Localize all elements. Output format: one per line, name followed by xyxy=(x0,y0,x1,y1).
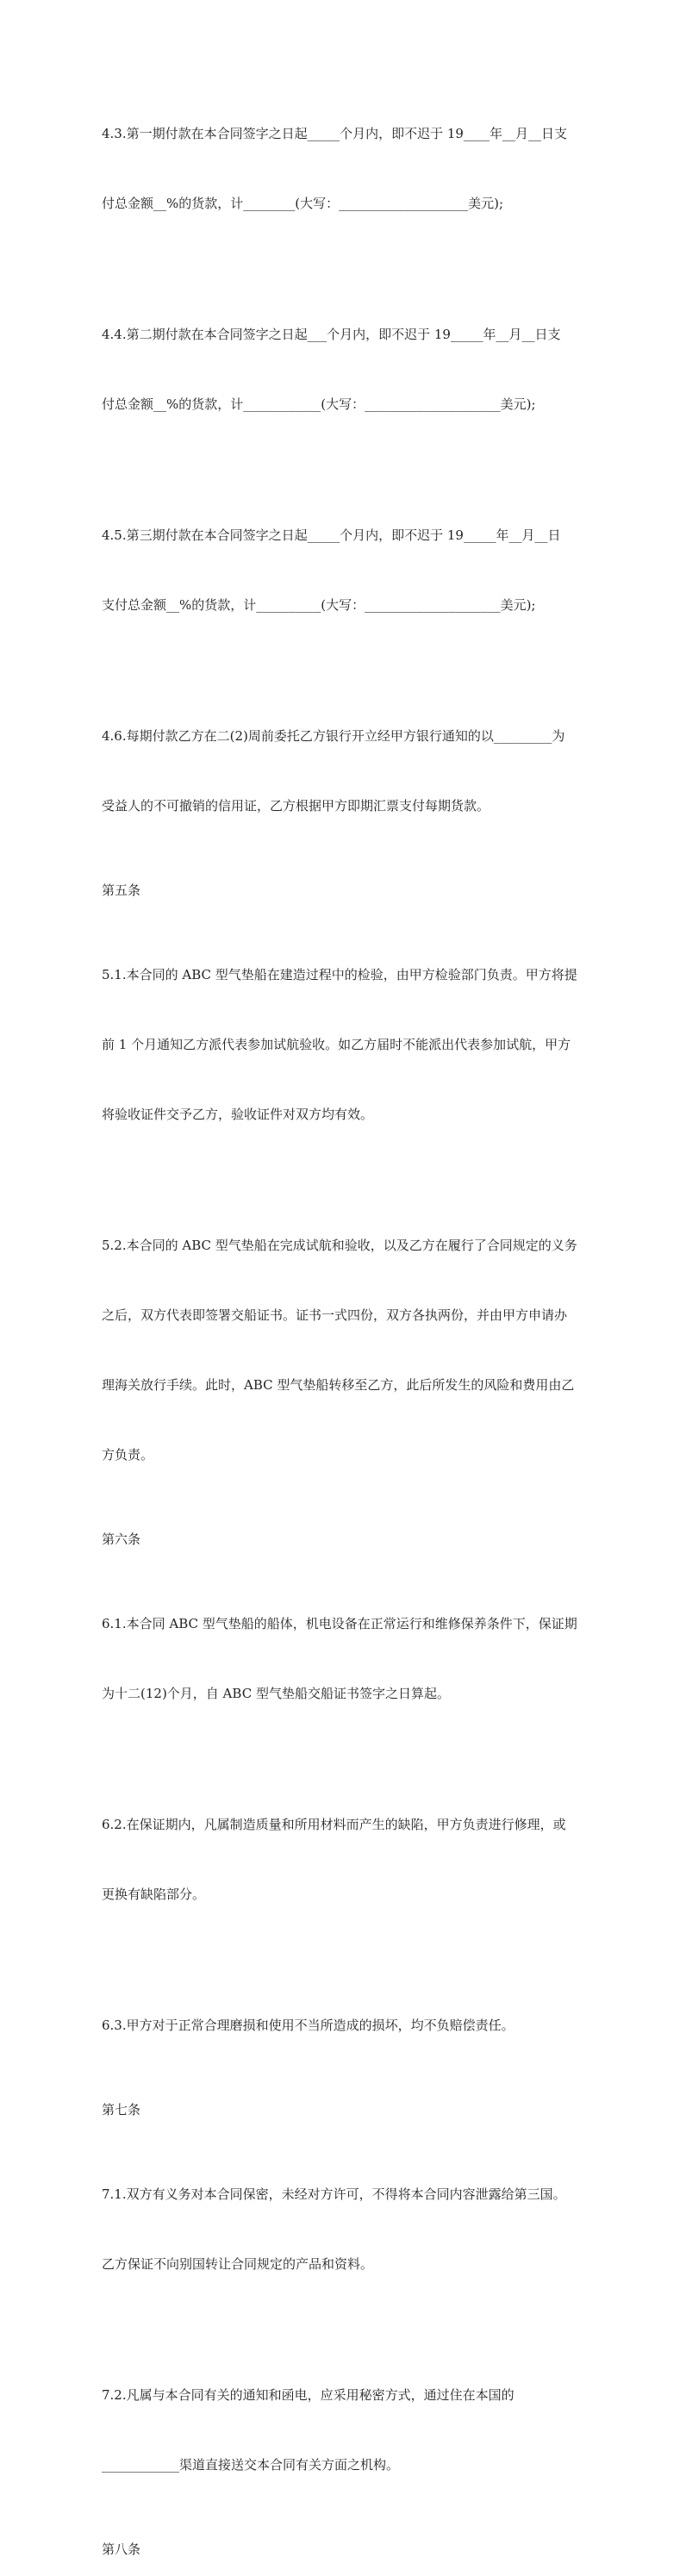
clause-4-5 xyxy=(102,477,588,664)
text-line: 6.3.甲方对于正常合理磨损和使用不当所造成的损坏，均不负赔偿责任。 xyxy=(102,2018,514,2033)
text-line: 理海关放行手续。此时，ABC 型气垫船转移至乙方，此后所发生的风险和费用由乙 xyxy=(102,1377,575,1393)
article-heading-7: 第七条 xyxy=(102,2102,141,2118)
text-line: 6.2.在保证期内，凡属制造质量和所用材料而产生的缺陷，甲方负责进行修理，或 xyxy=(102,1817,566,1832)
document-page xyxy=(102,76,588,2576)
text-line: 受益人的不可撤销的信用证，乙方根据甲方即期汇票支付每期货款。 xyxy=(102,798,490,814)
clause-5-1 xyxy=(102,917,588,1173)
clause-4-6 xyxy=(102,678,588,864)
text-line: 7.2.凡属与本合同有关的通知和函电，应采用秘密方式，通过住在本国的 xyxy=(102,2387,514,2403)
text-line: 付总金额__%的货款，计________(大写：____________________美元); xyxy=(102,196,504,211)
clause-5-2 xyxy=(102,1188,588,1513)
article-heading-8: 第八条 xyxy=(102,2542,141,2557)
article-heading-5: 第五条 xyxy=(102,883,141,898)
clause-7-1 xyxy=(102,2136,588,2323)
text-line: 方负责。 xyxy=(102,1447,154,1463)
text-line: 4.6.每期付款乙方在二(2)周前委托乙方银行开立经甲方银行通知的以_________为 xyxy=(102,728,565,744)
text-line: 乙方保证不向别国转让合同规定的产品和资料。 xyxy=(102,2256,374,2272)
clause-6-3 xyxy=(102,1968,588,2084)
text-line: 7.1.双方有义务对本合同保密，未经对方许可，不得将本合同内容泄露给第三国。 xyxy=(102,2186,566,2202)
clause-4-3 xyxy=(102,76,588,262)
clause-6-1 xyxy=(102,1566,588,1752)
text-line: 4.3.第一期付款在本合同签字之日起_____个月内，即不迟于 19____年__月__日支 xyxy=(102,126,567,141)
text-line: 付总金额__%的货款，计____________(大写：_____________________美元); xyxy=(102,396,536,412)
text-line: 4.5.第三期付款在本合同签字之日起_____个月内，即不迟于 19_____年__月__日 xyxy=(102,527,561,543)
clause-7-2 xyxy=(102,2337,588,2523)
text-line: 4.4.第二期付款在本合同签字之日起___个月内，即不迟于 19_____年__月__日支 xyxy=(102,327,561,342)
text-line: 6.1.本合同 ABC 型气垫船的船体，机电设备在正常运行和维修保养条件下，保证期 xyxy=(102,1616,577,1631)
text-line: 前 1 个月通知乙方派代表参加试航验收。如乙方届时不能派出代表参加试航，甲方 xyxy=(102,1037,571,1052)
text-line: ____________渠道直接送交本合同有关方面之机构。 xyxy=(102,2457,400,2473)
text-line: 更换有缺陷部分。 xyxy=(102,1887,206,1902)
clause-6-2 xyxy=(102,1767,588,1953)
text-line: 将验收证件交予乙方，验收证件对双方均有效。 xyxy=(102,1107,374,1122)
text-line: 5.2.本合同的 ABC 型气垫船在完成试航和验收，以及乙方在履行了合同规定的义务 xyxy=(102,1238,577,1253)
text-line: 5.1.本合同的 ABC 型气垫船在建造过程中的检验，由甲方检验部门负责。甲方将提 xyxy=(102,967,577,982)
clause-4-4 xyxy=(102,277,588,463)
text-line: 支付总金额__%的货款，计__________(大写：_____________________美元); xyxy=(102,597,536,613)
text-line: 为十二(12)个月，自 ABC 型气垫船交船证书签字之日算起。 xyxy=(102,1686,450,1701)
article-heading-6: 第六条 xyxy=(102,1531,141,1547)
text-line: 之后，双方代表即签署交船证书。证书一式四份，双方各执两份，并由甲方申请办 xyxy=(102,1307,568,1323)
